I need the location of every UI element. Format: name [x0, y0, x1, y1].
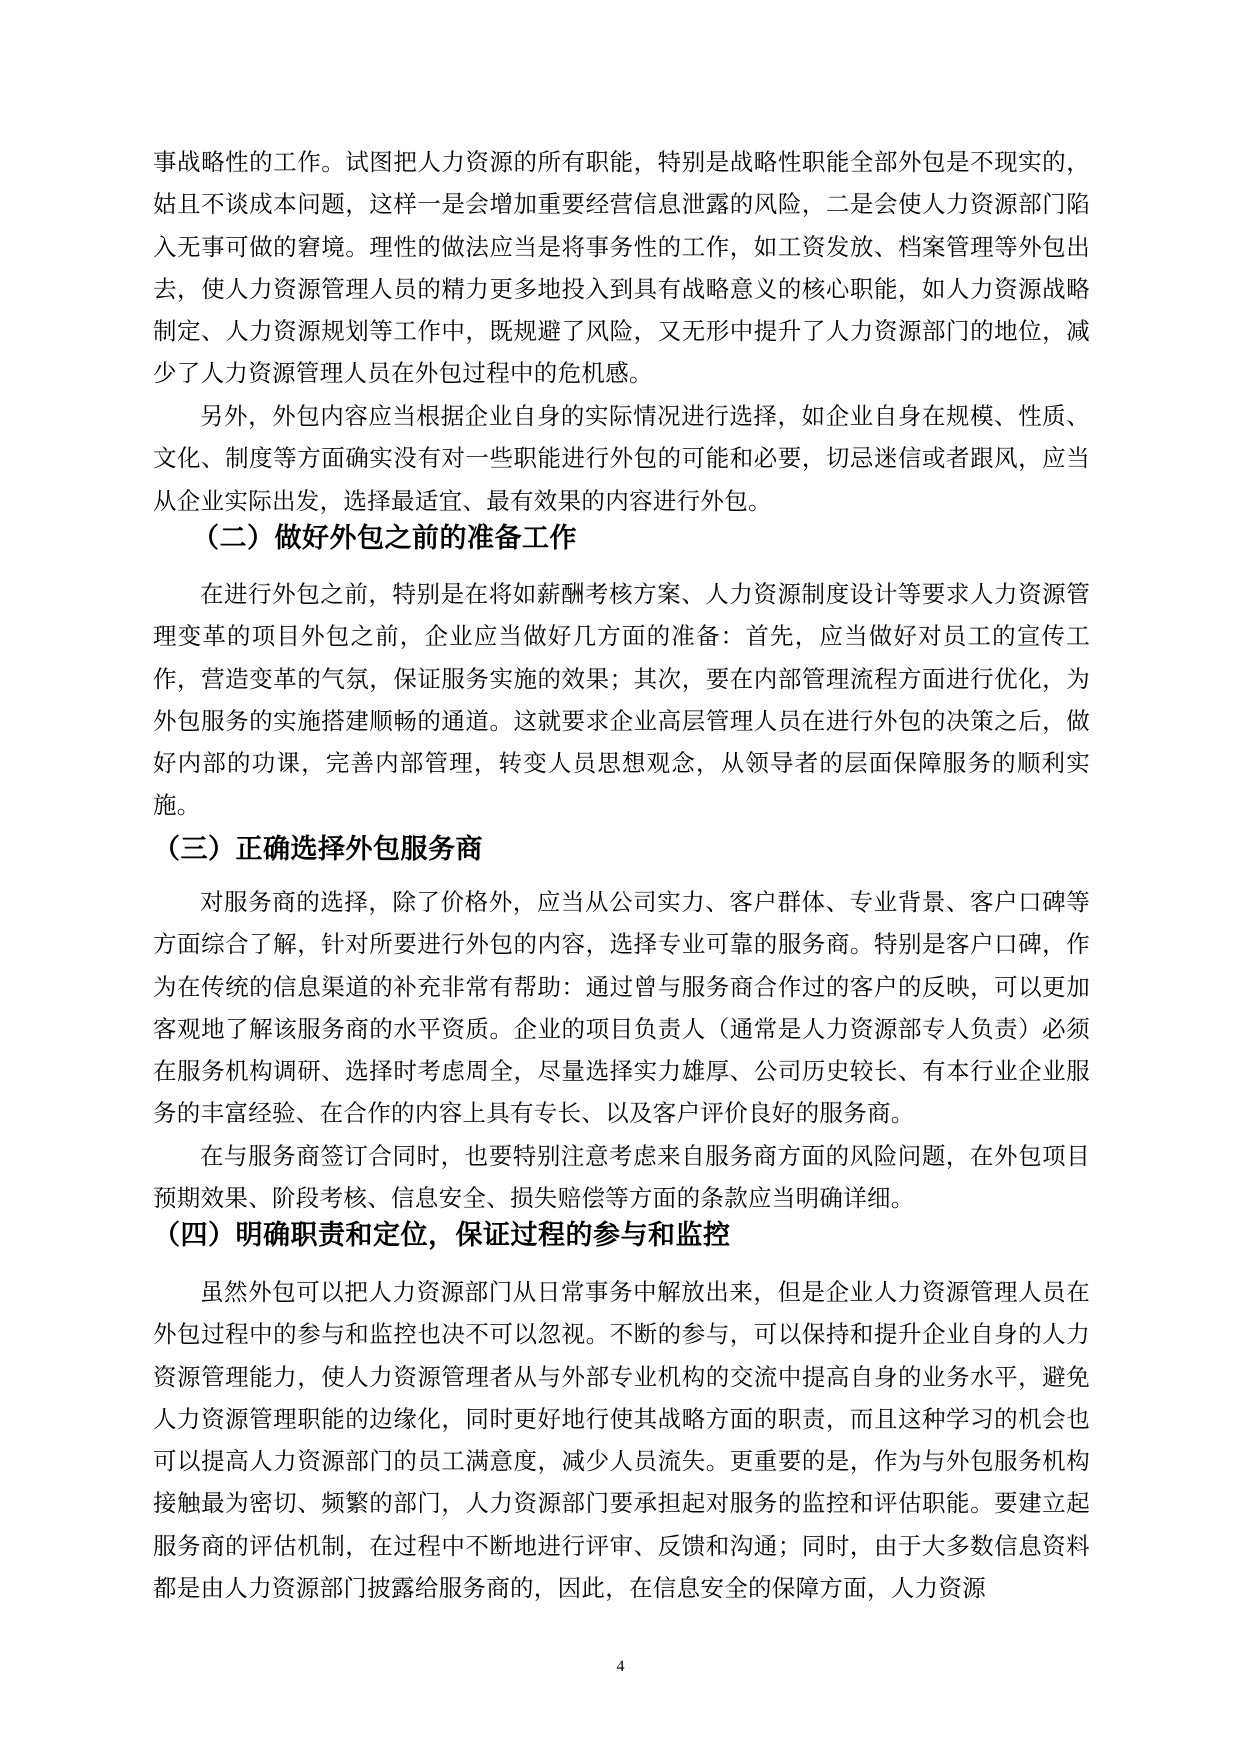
page-number: 4 [616, 1658, 625, 1675]
section-heading-responsibility: （四）明确职责和定位，保证过程的参与和监控 [153, 1220, 731, 1251]
section-heading-vendor-selection: （三）正确选择外包服务商 [153, 834, 483, 865]
section-heading-preparation: （二）做好外包之前的准备工作 [192, 523, 577, 554]
paragraph-participation-monitoring: 虽然外包可以把人力资源部门从日常事务中解放出来，但是企业人力资源管理人员在外包过程中的参与和监控也决不可以忽视。不断的参与，可以保持和提升企业自身的人力资源管理能力，使人力资源管理者从与外部专业机构的交流中提高自身的业务水平，避免人力资源管理职能的边缘化，同时更好地行使其战略方面的职责，而且这种学习的机会也可以提高人力资源部门的员工满意度，减少人员流失。更重要的是，作为与外包服务机构接触最为密切、频繁的部门，人力资源部门要承担起对服务的监控和评估职能。要建立起服务商的评估机制，在过程中不断地进行评审、反馈和沟通；同时，由于大多数信息资料都是由人力资源部门披露给服务商的，因此，在信息安全的保障方面，人力资源 [153, 1278, 1090, 1603]
paragraph-preparation: 在进行外包之前，特别是在将如薪酬考核方案、人力资源制度设计等要求人力资源管理变革的项目外包之前，企业应当做好几方面的准备：首先，应当做好对员工的宣传工作，营造变革的气氛，保证服务实施的效果；其次，要在内部管理流程方面进行优化，为外包服务的实施搭建顺畅的通道。这就要求企业高层管理人员在进行外包的决策之后，做好内部的功课，完善内部管理，转变人员思想观念，从领导者的层面保障服务的顺利实施。 [153, 580, 1090, 820]
paragraph-strategic-work: 事战略性的工作。试图把人力资源的所有职能，特别是战略性职能全部外包是不现实的，姑且不谈成本问题，这样一是会增加重要经营信息泄露的风险，二是会使人力资源部门陷入无事可做的窘境。理性的做法应当是将事务性的工作，如工资发放、档案管理等外包出去，使人力资源管理人员的精力更多地投入到具有战略意义的核心职能，如人力资源战略制定、人力资源规划等工作中，既规避了风险，又无形中提升了人力资源部门的地位，减少了人力资源管理人员在外包过程中的危机感。 [153, 148, 1090, 388]
paragraph-vendor-selection: 对服务商的选择，除了价格外，应当从公司实力、客户群体、专业背景、客户口碑等方面综合了解，针对所要进行外包的内容，选择专业可靠的服务商。特别是客户口碑，作为在传统的信息渠道的补充非常有帮助：通过曾与服务商合作过的客户的反映，可以更加客观地了解该服务商的水平资质。企业的项目负责人（通常是人力资源部专人负责）必须在服务机构调研、选择时考虑周全，尽量选择实力雄厚、公司历史较长、有本行业企业服务的丰富经验、在合作的内容上具有专长、以及客户评价良好的服务商。 [153, 888, 1090, 1128]
paragraph-outsourcing-content: 另外，外包内容应当根据企业自身的实际情况进行选择，如企业自身在规模、性质、文化、制度等方面确实没有对一些职能进行外包的可能和必要，切忌迷信或者跟风，应当从企业实际出发，选择最适宜、最有效果的内容进行外包。 [153, 402, 1090, 515]
paragraph-contract-risk: 在与服务商签订合同时，也要特别注意考虑来自服务商方面的风险问题，在外包项目预期效果、阶段考核、信息安全、损失赔偿等方面的条款应当明确详细。 [153, 1142, 1090, 1213]
